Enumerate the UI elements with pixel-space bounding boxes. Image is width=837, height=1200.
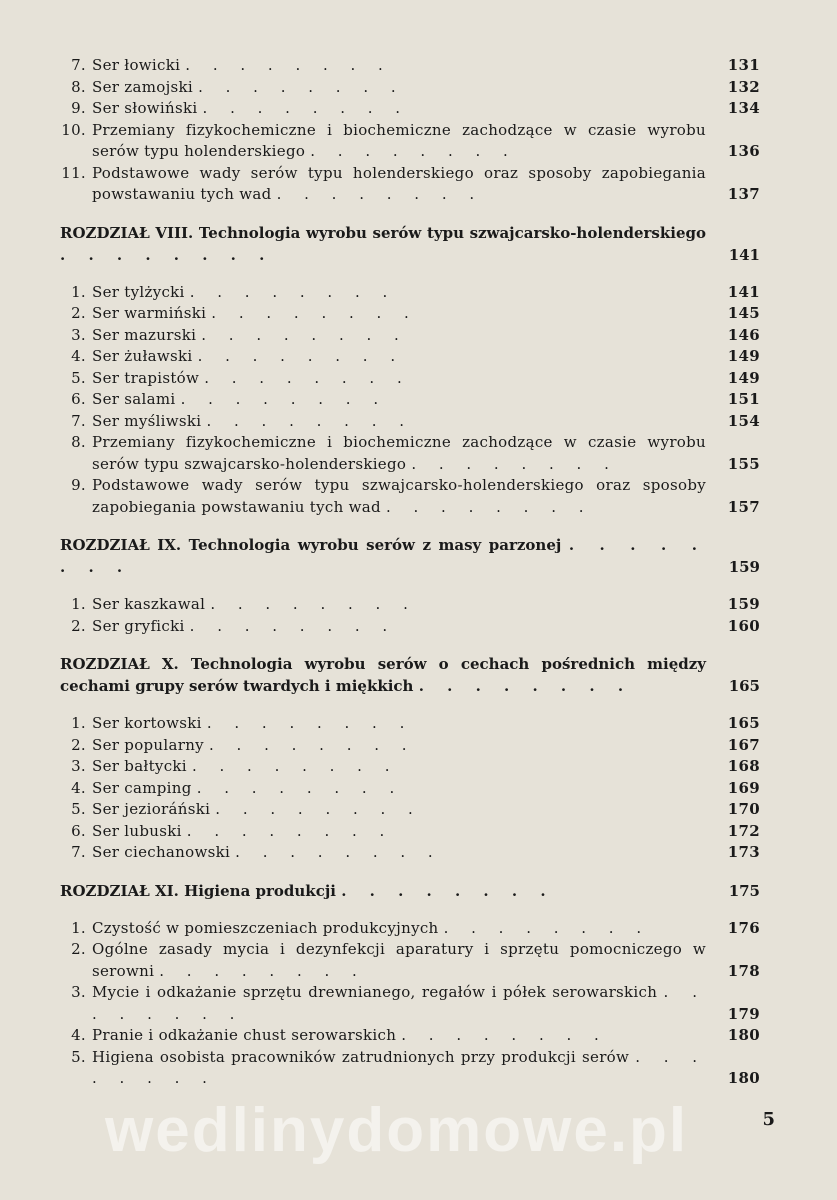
entry-title (92, 475, 706, 518)
chapter-page: 175 (728, 881, 760, 900)
entry-number: 3. (71, 757, 86, 775)
entry-page: 168 (727, 757, 760, 775)
chapter-page: 159 (728, 558, 760, 576)
entry-number: 5. (71, 800, 86, 818)
toc-entry (60, 918, 760, 940)
entry-title-text: Podstawowe wady serów typu holenderskiego oraz sposoby zapobiegania powstawaniu tych wad (92, 163, 706, 203)
entry-page: 134 (727, 99, 760, 117)
entry-title (92, 77, 706, 99)
page-number: 5 (762, 1109, 775, 1130)
entry-title (92, 432, 706, 475)
toc-section (60, 222, 760, 519)
chapter-heading (60, 222, 760, 266)
leader-dots: . . . . . . . . (206, 714, 414, 732)
toc-section (60, 880, 760, 1090)
entry-title-text: Ser zamojski (92, 77, 194, 96)
entry-title (92, 735, 706, 757)
entry-title (92, 842, 706, 864)
entry-title (92, 55, 706, 77)
entry-number: 4. (71, 1026, 86, 1044)
entry-page: 137 (727, 185, 760, 203)
entry-page: 172 (727, 821, 760, 840)
leader-dots: . . . . . . . . (215, 800, 422, 818)
leader-dots: . . . . . . . . (60, 245, 274, 264)
toc-entry (60, 282, 760, 304)
entry-title (92, 821, 706, 843)
chapter-title-text: ROZDZIAŁ VIII. Technologia wyrobu serów typu szwajcarsko-holenderskiego (60, 223, 706, 242)
chapter-title-text: ROZDZIAŁ XI. Higiena produkcji (60, 881, 336, 900)
toc-entry (60, 389, 760, 411)
toc-entry (60, 475, 760, 518)
leader-dots: . . . . . . . . (418, 677, 633, 695)
entry-title (92, 756, 706, 778)
entry-title-text: Ser słowiński (92, 99, 198, 117)
entry-title (92, 1025, 706, 1047)
leader-dots: . . . . . . . . (401, 1026, 608, 1044)
entry-title-text: Ser gryficki (92, 616, 185, 635)
entry-title-text: Przemiany fizykochemiczne i biochemiczne zachodzące w czasie wyrobu serów typu szwajcarsko-holenderskiego (92, 433, 706, 473)
leader-dots: . . . . . . . . (197, 347, 405, 365)
entry-number: 6. (71, 390, 86, 408)
entry-page: 141 (727, 282, 760, 301)
entry-title (92, 98, 706, 120)
toc-entry (60, 735, 760, 757)
entry-title (92, 346, 706, 368)
entry-title-text: Podstawowe wady serów typu szwajcarsko-holenderskiego oraz sposoby zapobiegania powstawaniu tych wad (92, 476, 706, 516)
leader-dots: . . . . . . . . (411, 454, 618, 473)
entry-number: 5. (71, 368, 86, 387)
entry-number: 1. (71, 282, 86, 301)
entry-number: 11. (61, 163, 86, 182)
entry-page: 154 (727, 411, 760, 430)
entry-title-text: Ser popularny (92, 735, 204, 754)
leader-dots: . . . . . . . . (235, 843, 442, 861)
entry-page: 179 (727, 1004, 760, 1023)
toc-entry (60, 594, 760, 616)
watermark: wedlinydomowe.pl (105, 1096, 689, 1165)
entry-number: 8. (71, 433, 86, 451)
entry-number: 7. (71, 56, 86, 74)
leader-dots: . . . . . . . . (310, 142, 517, 160)
entry-number: 1. (71, 595, 86, 613)
toc-entry (60, 842, 760, 864)
entry-page: 151 (727, 390, 760, 408)
chapter-heading (60, 534, 760, 578)
entry-page: 178 (727, 961, 760, 980)
entry-number: 1. (71, 918, 86, 937)
leader-dots: . . . . . . . . (196, 778, 404, 797)
entry-title (92, 918, 706, 940)
toc-entry (60, 1025, 760, 1047)
chapter-heading (60, 653, 760, 697)
toc-entry (60, 1047, 760, 1090)
entry-page: 160 (727, 616, 760, 635)
entry-page: 145 (727, 304, 760, 322)
entry-title-text: Ser kaszkawal (92, 595, 206, 613)
entry-number: 1. (71, 714, 86, 732)
toc-entry (60, 163, 760, 206)
entry-title-text: Ser kortowski (92, 714, 202, 732)
leader-dots: . . . . . . . . (206, 411, 414, 430)
toc-entry (60, 346, 760, 368)
toc-entry (60, 616, 760, 638)
entry-page: 170 (727, 800, 760, 818)
leader-dots: . . . . . . . . (385, 497, 593, 516)
entry-number: 2. (71, 735, 86, 754)
entry-title-text: Ser tylżycki (92, 282, 185, 301)
entry-title-text: Pranie i odkażanie chust serowarskich (92, 1026, 397, 1044)
entry-page: 149 (727, 347, 760, 365)
entry-title (92, 1047, 706, 1090)
entry-title-text: Ser bałtycki (92, 757, 187, 775)
entry-page: 157 (727, 497, 760, 516)
leader-dots: . . . . . . . . (210, 595, 417, 613)
leader-dots: . . . . . . . . (189, 282, 397, 301)
entry-title (92, 982, 706, 1025)
entry-title-text: Higiena osobista pracowników zatrudnionych przy produkcji serów (92, 1047, 630, 1066)
entry-title (92, 939, 706, 982)
entry-number: 2. (71, 616, 86, 635)
toc-entry (60, 799, 760, 821)
leader-dots: . . . . . . . . (204, 368, 411, 387)
entry-number: 4. (71, 347, 86, 365)
chapter-title (60, 534, 706, 578)
leader-dots: . . . . . . . . (60, 536, 706, 576)
toc-entry (60, 432, 760, 475)
leader-dots: . . . . . . . . (202, 99, 410, 117)
entry-number: 2. (71, 940, 86, 958)
entry-number: 7. (71, 843, 86, 861)
leader-dots: . . . . . . . . (186, 821, 394, 840)
entry-title (92, 120, 706, 163)
leader-dots: . . . . . . . . (443, 918, 651, 937)
entry-number: 2. (71, 304, 86, 322)
toc-section (60, 653, 760, 864)
leader-dots: . . . . . . . . (185, 56, 392, 74)
entry-title (92, 778, 706, 800)
toc-entry (60, 713, 760, 735)
leader-dots: . . . . . . . . (189, 616, 397, 635)
chapter-heading (60, 880, 760, 902)
entry-title (92, 163, 706, 206)
toc-entry (60, 411, 760, 433)
entry-title (92, 282, 706, 304)
entry-title-text: Czystość w pomieszczeniach produkcyjnych (92, 918, 439, 937)
entry-page: 165 (727, 714, 760, 732)
entry-title (92, 616, 706, 638)
table-of-contents (60, 55, 760, 1106)
entry-title-text: Ser trapistów (92, 368, 200, 387)
entry-number: 7. (71, 411, 86, 430)
entry-page: 176 (727, 918, 760, 937)
toc-entry (60, 368, 760, 390)
entry-title-text: Ser myśliwski (92, 411, 202, 430)
entry-number: 6. (71, 821, 86, 840)
toc-entry (60, 778, 760, 800)
toc-entry (60, 821, 760, 843)
entry-number: 8. (71, 77, 86, 96)
leader-dots: . . . . . . . . (92, 983, 706, 1023)
entry-page: 132 (727, 77, 760, 96)
toc-entry (60, 325, 760, 347)
entry-page: 146 (727, 325, 760, 344)
entry-number: 9. (71, 476, 86, 494)
entry-number: 4. (71, 778, 86, 797)
chapter-title-text: ROZDZIAŁ X. Technologia wyrobu serów o cechach pośrednich między cechami grupy serów twardych i miękkich (60, 655, 706, 695)
toc-entry (60, 55, 760, 77)
entry-title-text: Ser mazurski (92, 325, 197, 344)
entry-page: 180 (727, 1069, 760, 1087)
leader-dots: . . . . . . . . (276, 185, 484, 203)
leader-dots: . . . . . . . . (211, 304, 418, 322)
entry-number: 3. (71, 325, 86, 344)
entry-page: 180 (727, 1026, 760, 1044)
entry-title (92, 368, 706, 390)
entry-number: 10. (61, 120, 86, 139)
toc-entry (60, 982, 760, 1025)
entry-number: 9. (71, 99, 86, 117)
entry-number: 3. (71, 983, 86, 1001)
leader-dots: . . . . . . . . (191, 757, 399, 775)
entry-page: 136 (727, 142, 760, 160)
entry-title-text: Ser camping (92, 778, 192, 797)
entry-number: 5. (71, 1047, 86, 1066)
entry-title-text: Ogólne zasady mycia i dezynfekcji aparatury i sprzętu pomocniczego w serowni (92, 940, 706, 980)
leader-dots: . . . . . . . . (209, 735, 416, 754)
chapter-title (60, 653, 706, 697)
toc-entry (60, 756, 760, 778)
toc-entry (60, 939, 760, 982)
leader-dots: . . . . . . . . (92, 1047, 707, 1087)
toc-entry (60, 303, 760, 325)
entry-title (92, 411, 706, 433)
entry-page: 159 (727, 595, 760, 613)
entry-page: 173 (727, 843, 760, 861)
entry-title (92, 713, 706, 735)
leader-dots: . . . . . . . . (198, 77, 405, 96)
entry-title-text: Mycie i odkażanie sprzętu drewnianego, regałów i półek serowarskich (92, 983, 658, 1001)
entry-page: 149 (727, 368, 760, 387)
entry-page: 155 (727, 454, 760, 473)
entry-title-text: Przemiany fizykochemiczne i biochemiczne zachodzące w czasie wyrobu serów typu holenderskiego (92, 120, 706, 160)
chapter-title (60, 880, 706, 902)
leader-dots: . . . . . . . . (180, 390, 388, 408)
entry-title-text: Ser ciechanowski (92, 843, 231, 861)
entry-title-text: Ser łowicki (92, 56, 181, 74)
entry-page: 167 (727, 735, 760, 754)
chapter-title-text: ROZDZIAŁ IX. Technologia wyrobu serów z masy parzonej (60, 536, 562, 554)
entry-title (92, 799, 706, 821)
leader-dots: . . . . . . . . (201, 325, 408, 344)
chapter-title (60, 222, 706, 266)
entry-title-text: Ser lubuski (92, 821, 182, 840)
leader-dots: . . . . . . . . (341, 881, 555, 900)
entry-title-text: Ser jezioráński (92, 800, 211, 818)
entry-title (92, 303, 706, 325)
entry-page: 131 (727, 56, 760, 74)
entry-title-text: Ser żuławski (92, 347, 193, 365)
chapter-page: 141 (728, 245, 760, 264)
toc-entry (60, 77, 760, 99)
entry-title (92, 389, 706, 411)
chapter-page: 165 (728, 677, 760, 695)
entry-title-text: Ser warmiński (92, 304, 207, 322)
entry-page: 169 (727, 778, 760, 797)
toc-entry (60, 120, 760, 163)
toc-entry (60, 98, 760, 120)
toc-section (60, 55, 760, 206)
leader-dots: . . . . . . . . (159, 961, 366, 980)
toc-section (60, 534, 760, 637)
entry-title (92, 594, 706, 616)
entry-title-text: Ser salami (92, 390, 176, 408)
entry-title (92, 325, 706, 347)
